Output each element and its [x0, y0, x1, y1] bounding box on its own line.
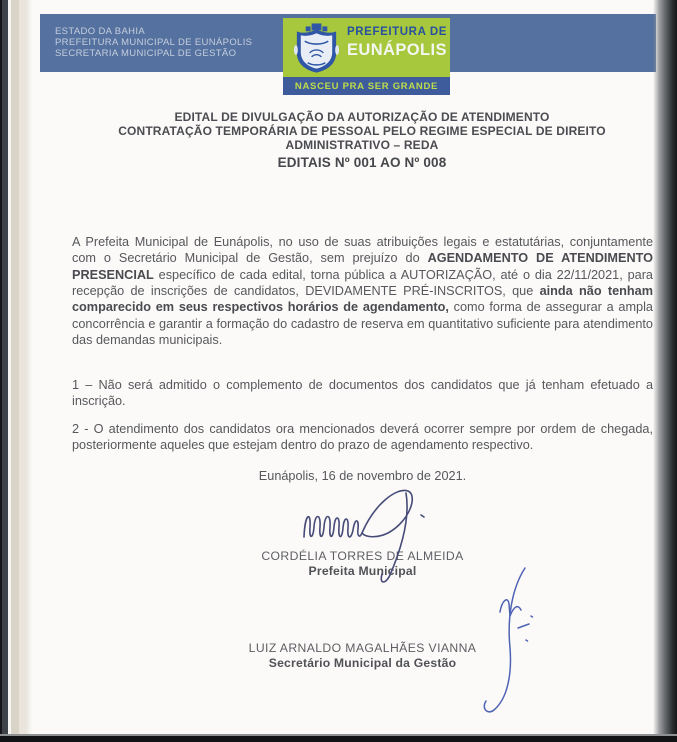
agency-line-secretariat: SECRETARIA MUNICIPAL DE GESTÃO: [55, 48, 237, 59]
logo-prefix: PREFEITURA DE: [347, 26, 448, 38]
paragraph-seg-3: específico de cada edital, torna pública a AUTORIZAÇÃO, até o dia 22/11/2021, para recepção de inscrições de candidatos, DEVIDAMENTE PRÉ-INSCRITOS, que: [72, 267, 653, 298]
agency-block: [55, 26, 252, 59]
clause-2: 2 - O atendimento dos candidatos ora mencionados deverá ocorrer sempre por ordem de chegada, posteriormente aqueles que estejam dentro do prazo de agendamento respectivo.: [72, 421, 653, 453]
paragraph-seg-2-bold: AGENDAMENTO DE ATENDIMENTO PRESENCIAL: [72, 251, 654, 282]
logo-city-name: EUNÁPOLIS: [347, 40, 447, 59]
paragraph-seg-5: como forma de assegurar a ampla concorrência e garantir a formação do cadastro de reserva em quantitativo suficiente para atendimento das demandas municipais.: [72, 300, 653, 348]
logo-slogan: NASCEU PRA SER GRANDE: [294, 80, 439, 92]
paragraph-seg-4-bold: ainda não tenham comparecido em seus respectivos horários de agendamento,: [72, 283, 653, 315]
paragraph-seg-1: A Prefeita Municipal de Eunápolis, no uso de suas atribuições legais e estatutárias, conjuntamente com o Secretário Municipal de Gestão, sem prejuízo do: [72, 234, 653, 266]
title-line-2: CONTRATAÇÃO TEMPORÁRIA DE PESSOAL PELO REGIME ESPECIAL DE DIREITO: [118, 124, 606, 138]
edict-number: EDITAIS Nº 001 AO Nº 008: [277, 155, 447, 170]
signatory-1-name: CORDÉLIA TORRES DE ALMEIDA: [261, 549, 464, 563]
city-logo: [283, 18, 450, 95]
left-scan-edge: [0, 0, 32, 742]
body-paragraph: [72, 234, 653, 349]
logo-wordmark: [347, 27, 447, 58]
signatory-2-block: [72, 641, 653, 671]
title-line-1: EDITAL DE DIVULGAÇÃO DA AUTORIZAÇÃO DE ATENDIMENTO: [174, 110, 550, 124]
title-line-3: ADMINISTRATIVO – REDA: [285, 138, 439, 152]
signature-2-icon: [450, 558, 540, 716]
bottom-scan-edge: [0, 734, 677, 742]
coat-of-arms-icon: [289, 23, 344, 75]
logo-main-panel: [283, 18, 450, 77]
signatory-2-role: Secretário Municipal da Gestão: [268, 656, 457, 670]
signatory-1-role: Prefeita Municipal: [308, 564, 417, 578]
clause-1: 1 – Não será admitido o complemento de documentos dos candidatos que já tenham efetuado a inscrição.: [72, 377, 653, 409]
agency-line-city: PREFEITURA MUNICIPAL DE EUNÁPOLIS: [55, 37, 253, 48]
logo-slogan-banner: [283, 77, 450, 95]
dateline: Eunápolis, 16 de novembro de 2021.: [258, 469, 467, 483]
document-title: [62, 110, 662, 170]
agency-line-state: ESTADO DA BAHIA: [55, 26, 146, 37]
signatory-1-block: [72, 549, 653, 579]
signatory-2-name: LUIZ ARNALDO MAGALHÃES VIANNA: [248, 641, 477, 655]
